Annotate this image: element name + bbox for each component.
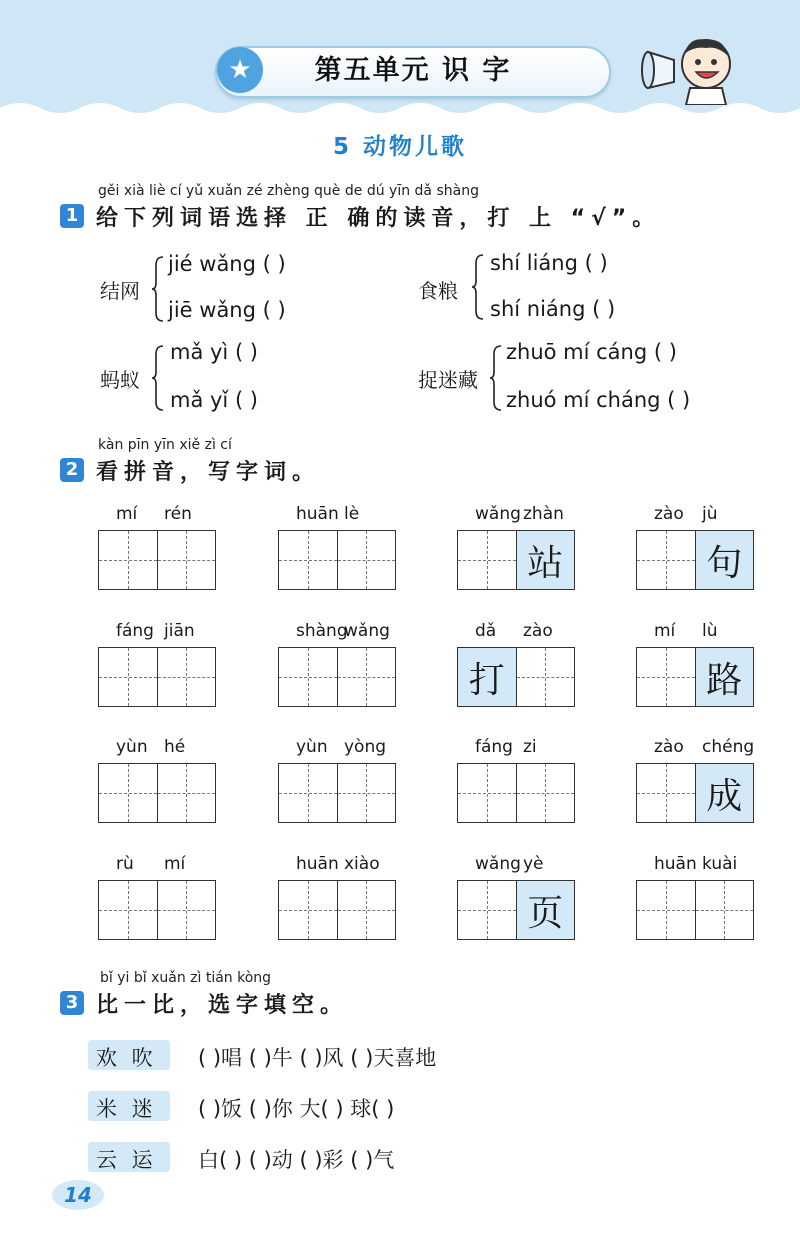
grid-pinyin: xiào (344, 854, 380, 874)
grid-pinyin: lù (702, 621, 718, 641)
writing-grid (98, 530, 216, 590)
grid-cell[interactable] (99, 881, 157, 939)
fill-blank-row[interactable]: ( )饭 ( )你 大( ) 球( ) (198, 1097, 395, 1121)
pinyin-option[interactable]: jiē wǎng ( ) (168, 298, 286, 322)
grid-cell[interactable] (99, 531, 157, 589)
grid-pinyin: zào (654, 504, 684, 524)
word-label: 捉迷藏 (418, 368, 478, 392)
word-label: 结网 (100, 279, 140, 303)
grid-cell[interactable] (337, 764, 396, 822)
grid-cell[interactable] (337, 881, 396, 939)
grid-pinyin: rù (116, 854, 134, 874)
grid-pinyin: jiān (164, 621, 195, 641)
grid-cell (695, 531, 754, 589)
grid-cell[interactable] (279, 531, 337, 589)
choice-pair: 米 迷 (96, 1097, 157, 1121)
grid-cell[interactable] (99, 764, 157, 822)
grid-pinyin: zào (523, 621, 553, 641)
grid-pinyin: lè (344, 504, 360, 524)
section2-instruction: 看拼音，写字词。 (96, 460, 321, 485)
grid-cell[interactable] (637, 531, 695, 589)
word-label: 蚂蚁 (100, 368, 140, 392)
writing-grid (457, 647, 575, 707)
section3-pinyin: bǐ yi bǐ xuǎn zì tián kòng (100, 970, 272, 986)
grid-cell[interactable] (99, 648, 157, 706)
grid-cell[interactable] (157, 881, 216, 939)
grid-pinyin: zào (654, 737, 684, 757)
brace-icon (152, 255, 164, 323)
grid-pinyin: yè (523, 854, 544, 874)
grid-pinyin: zi (523, 737, 537, 757)
pinyin-option[interactable]: mǎ yì ( ) (170, 340, 258, 364)
section3-instruction: 比一比，选字填空。 (96, 993, 349, 1018)
grid-pinyin: yùn (116, 737, 148, 757)
writing-grid (278, 647, 396, 707)
writing-grid (278, 763, 396, 823)
grid-char: 站 (527, 542, 564, 584)
grid-cell (695, 764, 754, 822)
grid-cell[interactable] (637, 648, 695, 706)
star-icon: ★ (217, 47, 263, 93)
choice-pair: 云 运 (96, 1148, 157, 1172)
grid-cell[interactable] (458, 531, 516, 589)
grid-pinyin: chéng (702, 737, 755, 757)
section1-pinyin: gěi xià liè cí yǔ xuǎn zé zhèng què de dú yīn dǎ shàng (98, 183, 479, 199)
writing-grid (457, 763, 575, 823)
lesson-title: 5 动物儿歌 (332, 134, 467, 160)
grid-pinyin: kuài (702, 854, 738, 874)
section3-number: 3 (60, 991, 84, 1015)
grid-cell[interactable] (279, 648, 337, 706)
grid-pinyin: dǎ (475, 621, 497, 641)
grid-pinyin: huān (296, 504, 339, 524)
grid-pinyin: jù (702, 504, 718, 524)
grid-char: 路 (706, 659, 743, 701)
grid-char: 打 (468, 659, 505, 701)
page-number: 14 (52, 1180, 104, 1210)
writing-grid (457, 880, 575, 940)
brace-icon (152, 344, 164, 412)
grid-cell[interactable] (279, 764, 337, 822)
grid-cell[interactable] (458, 881, 516, 939)
grid-char: 页 (527, 892, 564, 934)
section2-number: 2 (60, 458, 84, 482)
pinyin-option[interactable]: shí liáng ( ) (490, 251, 608, 275)
choice-pair: 欢 吹 (96, 1046, 157, 1070)
grid-pinyin: yùn (296, 737, 328, 757)
grid-cell[interactable] (157, 648, 216, 706)
grid-cell[interactable] (337, 648, 396, 706)
writing-grid (636, 763, 754, 823)
writing-grid (278, 880, 396, 940)
grid-cell[interactable] (337, 531, 396, 589)
writing-grid (636, 530, 754, 590)
fill-blank-row[interactable]: ( )唱 ( )牛 ( )风 ( )天喜地 (198, 1046, 437, 1070)
grid-pinyin: wǎng (475, 504, 521, 524)
pinyin-option[interactable]: mǎ yǐ ( ) (170, 388, 258, 412)
grid-pinyin: huān (654, 854, 697, 874)
grid-cell[interactable] (157, 764, 216, 822)
grid-pinyin: mí (116, 504, 138, 524)
writing-grid (636, 647, 754, 707)
grid-cell (516, 881, 575, 939)
section2-pinyin: kàn pīn yīn xiě zì cí (98, 437, 232, 453)
grid-cell[interactable] (279, 881, 337, 939)
grid-cell[interactable] (458, 764, 516, 822)
grid-pinyin: zhàn (523, 504, 564, 524)
grid-cell (695, 648, 754, 706)
pinyin-option[interactable]: zhuō mí cáng ( ) (506, 340, 677, 364)
grid-pinyin: mí (164, 854, 186, 874)
grid-pinyin: wǎng (344, 621, 390, 641)
grid-pinyin: yòng (344, 737, 387, 757)
grid-cell (516, 531, 575, 589)
grid-cell[interactable] (695, 881, 754, 939)
grid-cell[interactable] (516, 764, 575, 822)
grid-char: 成 (706, 775, 743, 817)
grid-pinyin: shàng (296, 621, 348, 641)
grid-pinyin: hé (164, 737, 186, 757)
brace-icon (490, 344, 502, 412)
grid-pinyin: wǎng (475, 854, 521, 874)
writing-grid (278, 530, 396, 590)
pinyin-option[interactable]: zhuó mí cháng ( ) (506, 388, 691, 412)
writing-grid (98, 880, 216, 940)
grid-pinyin: mí (654, 621, 676, 641)
grid-cell (458, 648, 516, 706)
section1-instruction: 给下列词语选择 正 确的读音，打 上 “√”。 (96, 206, 661, 231)
pinyin-option[interactable]: shí niáng ( ) (490, 297, 616, 321)
grid-cell[interactable] (637, 764, 695, 822)
grid-pinyin: huān (296, 854, 339, 874)
unit-banner (215, 46, 611, 98)
grid-cell[interactable] (516, 648, 575, 706)
unit-title: 第五单元 识 字 (314, 55, 512, 86)
mascot-megaphone-icon (640, 30, 740, 105)
word-label: 食粮 (418, 279, 458, 303)
brace-icon (472, 253, 484, 321)
grid-char: 句 (706, 542, 743, 584)
grid-pinyin: fáng (475, 737, 513, 757)
section1-number: 1 (60, 204, 84, 228)
writing-grid (98, 647, 216, 707)
grid-cell[interactable] (637, 881, 695, 939)
pinyin-option[interactable]: jié wǎng ( ) (168, 252, 286, 276)
grid-cell[interactable] (157, 531, 216, 589)
writing-grid (636, 880, 754, 940)
grid-pinyin: rén (164, 504, 192, 524)
writing-grid (457, 530, 575, 590)
writing-grid (98, 763, 216, 823)
grid-pinyin: fáng (116, 621, 154, 641)
fill-blank-row[interactable]: 白( ) ( )动 ( )彩 ( )气 (198, 1148, 395, 1172)
